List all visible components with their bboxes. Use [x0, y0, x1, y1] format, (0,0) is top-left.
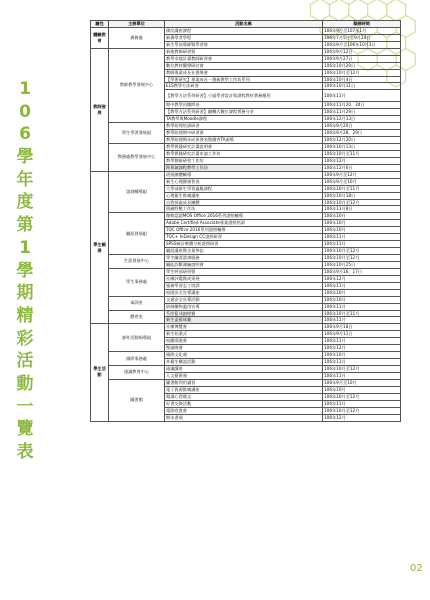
- header-time: 舉辦時間: [323, 21, 401, 28]
- table-row: [91, 27, 401, 34]
- time-cell: 106年11月: [323, 317, 401, 324]
- vertical-title: [14, 78, 36, 464]
- activity-cell: 閱讀心得徵文: [165, 393, 323, 400]
- activity-cell: 期末書展: [165, 414, 323, 421]
- dept-cell: 職涯發展組: [109, 213, 165, 255]
- dept-cell: 生涯發展中心: [109, 255, 165, 269]
- time-cell: 106年12月: [323, 157, 401, 164]
- title-char: 年: [16, 169, 34, 190]
- title-char: 學: [16, 147, 34, 168]
- activity-cell: 【教學方法系列研習】翻轉式數位課程實務分享: [165, 109, 323, 116]
- activity-cell: 班級團體輔導: [165, 171, 323, 178]
- table-row: [91, 379, 401, 386]
- activity-cell: 新生心理健康普查: [165, 178, 323, 185]
- time-cell: 106年9月20日: [323, 123, 401, 130]
- activity-cell: 通識講座: [165, 366, 323, 373]
- activity-cell: 教學卓越計畫教師研習會: [165, 55, 323, 62]
- dept-cell: 國際事務處: [109, 352, 165, 366]
- activity-cell: 新生盃排球賽: [165, 317, 323, 324]
- dept-cell: 通識教育中心: [109, 366, 165, 380]
- time-cell: 106年9月至10月: [323, 379, 401, 386]
- table-row: [91, 366, 401, 373]
- activity-cell: 心理衛生推廣講座: [165, 192, 323, 199]
- title-char: 彩: [16, 328, 34, 349]
- activity-cell: 學生幹部研習營: [165, 268, 323, 275]
- activity-cell: 教師專業成長社群聚會: [165, 69, 323, 76]
- time-cell: 106年9月至10月: [323, 178, 401, 185]
- activity-cell: 外籍生聯誼活動: [165, 359, 323, 366]
- time-cell: 106年11月: [323, 241, 401, 248]
- hexagon-shape: [349, 0, 368, 21]
- time-cell: 106年11月: [323, 359, 401, 366]
- table-row: [91, 171, 401, 178]
- activity-cell: 期中教學回饋問卷: [165, 102, 323, 109]
- activity-cell: 情緒紓壓工作坊: [165, 206, 323, 213]
- category-cell: 學生活動: [91, 324, 109, 421]
- time-cell: 106年12月: [323, 414, 401, 421]
- activity-cell: 微軟認證MOS Office 2016系列證照輔導: [165, 213, 323, 220]
- activity-cell: SPSS統計軟體分析證照研習: [165, 241, 323, 248]
- activity-cell: 新進教師研習營: [165, 48, 323, 55]
- activity-cell: 【教學方法系列研習】小組學習設計與課程教材實務應用: [165, 90, 323, 102]
- table-row: [91, 324, 401, 331]
- time-cell: 106年12月13日: [323, 116, 401, 123]
- activity-cell: ELS教學方法研習: [165, 83, 323, 90]
- time-cell: 106年9月11日: [323, 331, 401, 338]
- time-cell: 106年9月至106年10月3日: [323, 41, 401, 48]
- time-cell: 106年11月29日: [323, 109, 401, 116]
- activity-cell: 交通安全宣導活動: [165, 296, 323, 303]
- category-cell: 教師發展: [91, 48, 109, 171]
- activity-cell: 新僑學者學程: [165, 34, 323, 41]
- activity-table: [90, 20, 401, 422]
- page-number: 02: [410, 563, 423, 574]
- title-char: 1: [19, 79, 31, 99]
- table-row: [91, 213, 401, 220]
- category-cell: 體驗教育: [91, 27, 109, 48]
- dept-cell: 軍訓室: [109, 296, 165, 310]
- time-cell: 106年11月: [323, 282, 401, 289]
- title-char: 6: [19, 124, 31, 145]
- activity-cell: 教學助理培訓研習: [165, 123, 323, 130]
- activity-cell: 【學術研究】專業成長－創新教學工作坊系列: [165, 76, 323, 83]
- title-char: 1: [19, 237, 31, 258]
- dept-cell: 體育室: [109, 310, 165, 324]
- dept-cell: 教師教學發展中心: [109, 48, 165, 122]
- time-cell: 106年10月25日: [323, 261, 401, 268]
- title-char: 度: [16, 192, 34, 213]
- time-cell: 106年11月: [323, 338, 401, 345]
- time-cell: 106年11月8日: [323, 206, 401, 213]
- header-category: 屬性: [91, 21, 109, 28]
- time-cell: 106年12月: [323, 275, 401, 282]
- title-char: 表: [16, 442, 34, 462]
- time-cell: 106年9月27日: [323, 55, 401, 62]
- time-cell: 106年10月至12月: [323, 248, 401, 255]
- activity-cell: 新生學前導師暨學習營: [165, 41, 323, 48]
- time-cell: 106年10月: [323, 296, 401, 303]
- time-cell: 106年7月5日至9月24日: [323, 34, 401, 41]
- activity-cell: TQC Office 2016系列證照輔導: [165, 227, 323, 234]
- dept-cell: 諮商輔導組: [109, 171, 165, 213]
- time-cell: 106年9月18日: [323, 324, 401, 331]
- time-cell: 106年11月: [323, 372, 401, 379]
- activity-schedule: [90, 20, 400, 422]
- time-cell: 106年10月至12月: [323, 199, 401, 206]
- time-cell: 106年11月20、24日: [323, 102, 401, 109]
- activity-cell: 服務學習志工培訓: [165, 282, 323, 289]
- activity-cell: 僑民講座課程: [165, 27, 323, 34]
- title-char: 精: [16, 305, 34, 326]
- time-cell: 106年10月至12月: [323, 393, 401, 400]
- activity-cell: 人文藝術週: [165, 372, 323, 379]
- time-cell: 106年10月至11月: [323, 185, 401, 192]
- activity-cell: 大學部新生學習適應課程: [165, 185, 323, 192]
- table-row: [91, 310, 401, 317]
- activity-cell: 教學助理期末成果發表暨優秀TA頒獎: [165, 137, 323, 144]
- time-cell: 106年11月: [323, 90, 401, 102]
- hexagon-shape: [311, 0, 330, 21]
- title-char: 一: [16, 396, 34, 417]
- time-cell: 106年10月11日: [323, 83, 401, 90]
- title-char: 動: [16, 373, 34, 394]
- time-cell: 106年12月20日: [323, 137, 401, 144]
- category-cell: 學生輔導: [91, 171, 109, 324]
- time-cell: 106年10月至12月: [323, 366, 401, 373]
- time-cell: 106年10月至12月: [323, 407, 401, 414]
- time-cell: 106年10月: [323, 213, 401, 220]
- activity-cell: 學生職涯諮詢服務: [165, 255, 323, 262]
- table-row: [91, 352, 401, 359]
- activity-cell: TQC+ InDesign CC證照研習: [165, 234, 323, 241]
- activity-cell: 教學實踐研究計畫申請工作坊: [165, 150, 323, 157]
- time-cell: 106年11月: [323, 400, 401, 407]
- time-cell: 106年10月18日: [323, 192, 401, 199]
- dept-cell: 圖書館: [109, 379, 165, 421]
- activity-cell: 國際文化週: [165, 352, 323, 359]
- activity-cell: 圖書館利用講習: [165, 379, 323, 386]
- hexagon-shape: [387, 0, 406, 21]
- title-char: 學: [16, 260, 34, 281]
- dept-cell: 教務處教學發展中心: [109, 144, 165, 172]
- table-row: [91, 48, 401, 55]
- activity-cell: 好書交換活動: [165, 400, 323, 407]
- time-cell: 106年10月至11月: [323, 310, 401, 317]
- time-cell: 106年9月16、17日: [323, 268, 401, 275]
- time-cell: 106年10月20日: [323, 62, 401, 69]
- activity-cell: 電子資源推廣講座: [165, 386, 323, 393]
- time-cell: 106年11月: [323, 234, 401, 241]
- activity-cell: TA教學與Moodle課程: [165, 116, 323, 123]
- time-cell: 106年9月28、29日: [323, 130, 401, 137]
- dept-cell: 學生學習發展組: [109, 123, 165, 144]
- dept-cell: 僑務處: [109, 27, 165, 48]
- time-cell: 106年9月至12月: [323, 171, 401, 178]
- time-cell: 106年10月至11月: [323, 150, 401, 157]
- time-cell: 106年12月6日: [323, 164, 401, 171]
- activity-cell: Adobe Certified Associate專業證照培訓: [165, 220, 323, 227]
- activity-cell: 職能診斷測驗說明會: [165, 261, 323, 268]
- table-row: [91, 123, 401, 130]
- activity-cell: 自我探索成長團體: [165, 199, 323, 206]
- time-cell: 106年10月4日: [323, 76, 401, 83]
- title-char: 0: [19, 101, 31, 122]
- time-cell: 106年10月至12月: [323, 69, 401, 76]
- activity-cell: 教學創新研習工作坊: [165, 157, 323, 164]
- activity-cell: 電影欣賞會: [165, 407, 323, 414]
- dept-cell: 課外活動指導組: [109, 324, 165, 352]
- time-cell: 106年10月: [323, 352, 401, 359]
- activity-cell: 跨領域課程教學工作坊: [165, 164, 323, 171]
- activity-cell: 社團博覽會: [165, 324, 323, 331]
- title-char: 第: [16, 215, 34, 236]
- time-cell: 106年10月: [323, 220, 401, 227]
- activity-cell: 新生始業式: [165, 331, 323, 338]
- header-dept: 主辦單位: [109, 21, 165, 28]
- activity-cell: 社團評鑑暨成果展: [165, 275, 323, 282]
- time-cell: 106年10月13日: [323, 144, 401, 151]
- activity-cell: 教學實踐研究計畫說明會: [165, 144, 323, 151]
- activity-cell: 聖誕晚會: [165, 345, 323, 352]
- table-header-row: [91, 21, 401, 28]
- time-cell: 106年10月: [323, 386, 401, 393]
- activity-cell: 數位教材觀摩研討會: [165, 62, 323, 69]
- table-row: [91, 296, 401, 303]
- table-row: [91, 255, 401, 262]
- dept-cell: 學生事務處: [109, 268, 165, 296]
- table-row: [91, 144, 401, 151]
- time-cell: 106年12月: [323, 345, 401, 352]
- header-activity: 活動名稱: [165, 21, 323, 28]
- activity-cell: 校慶園遊會: [165, 338, 323, 345]
- title-char: 活: [16, 351, 34, 372]
- time-cell: 106年9月12日: [323, 48, 401, 55]
- activity-cell: 職涯講座暨企業參訪: [165, 248, 323, 255]
- time-cell: 106年10月: [323, 289, 401, 296]
- activity-cell: 校園安全宣導講座: [165, 289, 323, 296]
- time-cell: 106年11月: [323, 303, 401, 310]
- title-char: 期: [16, 283, 34, 304]
- table-row: [91, 268, 401, 275]
- time-cell: 106年9月至107年1月: [323, 27, 401, 34]
- title-char: 覽: [16, 419, 34, 440]
- activity-cell: 教學助理期中研習會: [165, 130, 323, 137]
- time-cell: 106年10月: [323, 227, 401, 234]
- time-cell: 106年10月至12月: [323, 255, 401, 262]
- activity-cell: 防制藥物濫用宣導: [165, 303, 323, 310]
- activity-cell: 系際籃球錦標賽: [165, 310, 323, 317]
